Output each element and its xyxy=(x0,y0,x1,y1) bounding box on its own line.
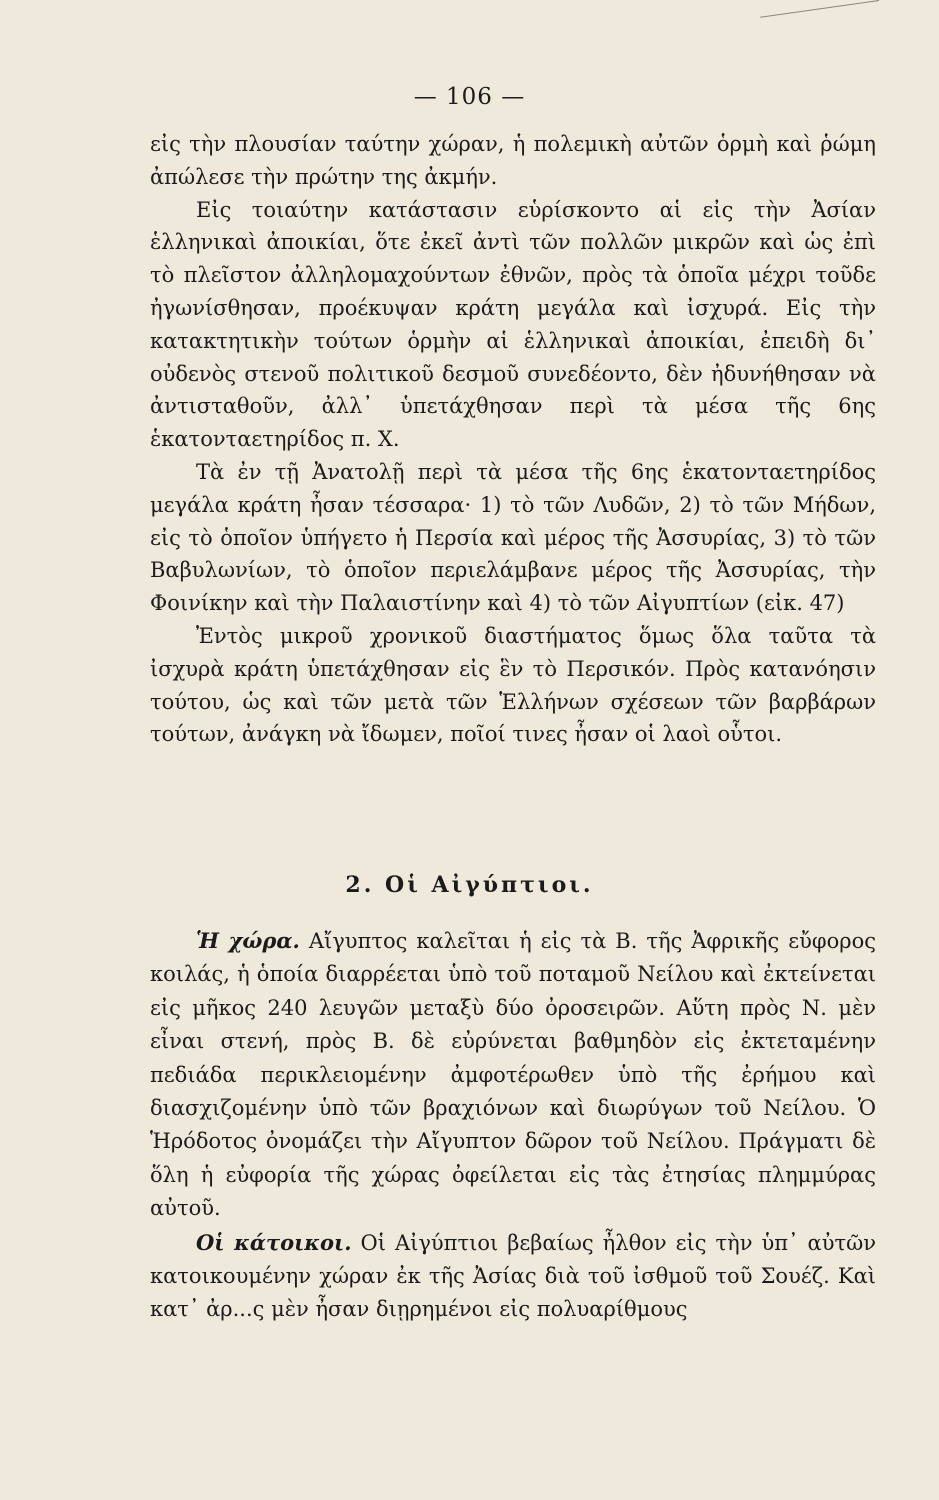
paragraph-4: Ἐντὸς μικροῦ χρονικοῦ διαστήματος ὅμως ὅλα ταῦτα τὰ ἰσχυρὰ κράτη ὑπετάχθησαν εἰς ἓν τὸ Περσικόν. Πρὸς κατανόησιν τούτου, ὡς καὶ τῶν μετὰ τῶν Ἑλλήνων σχέσεων τῶν βαρβάρων τούτων, ἀνάγκη νὰ ἴδωμεν, ποῖοί τινες ἦσαν οἱ λαοὶ οὗτοι. xyxy=(150,623,876,747)
text-block-bottom xyxy=(150,924,876,1327)
paragraph-6-text: Οἱ Αἰγύπτιοι βεβαίως ἦλθον εἰς τὴν ὑπ᾽ αὐτῶν κατοικουμένην χώραν ἐκ τῆς Ἀσίας διὰ τοῦ ἰσθμοῦ τοῦ Σουέζ. Καὶ κατ᾽ ἀρ...ς μὲν ἦσαν διῃρημένοι εἰς πολυαρίθμους xyxy=(150,1230,876,1322)
paragraph-3: Τὰ ἐν τῇ Ἀνατολῇ περὶ τὰ μέσα τῆς 6ης ἑκατονταετηρίδος μεγάλα κράτη ἦσαν τέσσαρα· 1) τὸ τῶν Λυδῶν, 2) τὸ τῶν Μήδων, εἰς τὸ ὁποῖον ὑπήγετο ἡ Περσία καὶ μέρος τῆς Ἀσσυρίας, 3) τὸ τῶν Βαβυλωνίων, τὸ ὁποῖον περιελάμβανε μέρος τῆς Ἀσσυρίας, τὴν Φοινίκην καὶ τὴν Παλαιστίνην καὶ 4) τὸ τῶν Αἰγυπτίων (εἰκ. 47) xyxy=(150,459,876,616)
page-number: — 106 — xyxy=(413,84,526,110)
paragraph-5-lead: Ἡ χώρα. xyxy=(196,928,300,953)
section-title: 2. Οἱ Αἰγύπτιοι. xyxy=(345,872,594,898)
paragraph-6-lead: Οἱ κάτοικοι. xyxy=(196,1229,352,1255)
paragraph-2: Εἰς τοιαύτην κατάστασιν εὑρίσκοντο αἱ εἰς τὴν Ἀσίαν ἑλληνικαὶ ἀποικίαι, ὅτε ἐκεῖ ἀντὶ τῶν πολλῶν μικρῶν καὶ ὡς ἐπὶ τὸ πλεῖστον ἀλληλομαχούντων ἐθνῶν, πρὸς τὰ ὁποῖα μέχρι τοῦδε ἠγωνίσθησαν, προέκυψαν κράτη μεγάλα καὶ ἰσχυρά. Εἰς τὴν κατακτητικὴν τούτων ὁρμὴν αἱ ἑλληνικαὶ ἀποικίαι, ἐπειδὴ δι᾽ οὐδενὸς στενοῦ πολιτικοῦ δεσμοῦ συνεδέοντο, δὲν ἠδυνήθησαν νὰ ἀντισταθοῦν, ἀλλ᾽ ὑπετάχθησαν περὶ τὰ μέσα τῆς 6ης ἑκατονταετηρίδος π. Χ. xyxy=(150,197,876,452)
paragraph-5 xyxy=(150,924,876,1226)
paragraph-5-text: Αἴγυπτος καλεῖται ἡ εἰς τὰ Β. τῆς Ἀφρικῆς εὔφορος κοιλάς, ἡ ὁποία διαρρέεται ὑπὸ τοῦ ποταμοῦ Νείλου καὶ ἐκτείνεται εἰς μῆκος 240 λευγῶν μεταξὺ δύο ὀροσειρῶν. Αὕτη πρὸς Ν. μὲν εἶναι στενή, πρὸς Β. δὲ εὐρύνεται βαθμηδὸν εἰς ἐκτεταμένην πεδιάδα περικλειομένην ἀμφοτέρωθεν ὑπὸ τῆς ἐρήμου καὶ διασχιζομένην ὑπὸ τῶν βραχιόνων καὶ διωρύγων τοῦ Νείλου. Ὁ Ἡρόδοτος ὀνομάζει τὴν Αἴγυπτον δῶρον τοῦ Νείλου. Πράγματι δὲ ὅλη ἡ εὐφορία τῆς χώρας ὀφείλεται εἰς τὰς ἐτησίας πλημμύρας αὐτοῦ. xyxy=(150,929,876,1221)
page-edge-line xyxy=(760,0,879,18)
text-block-top xyxy=(150,128,876,751)
paragraph-6 xyxy=(150,1226,876,1327)
paragraph-1: εἰς τὴν πλουσίαν ταύτην χώραν, ἡ πολεμικὴ αὐτῶν ὁρμὴ καὶ ῥώμη ἀπώλεσε τὴν πρώτην της ἀκμήν. xyxy=(150,132,876,189)
